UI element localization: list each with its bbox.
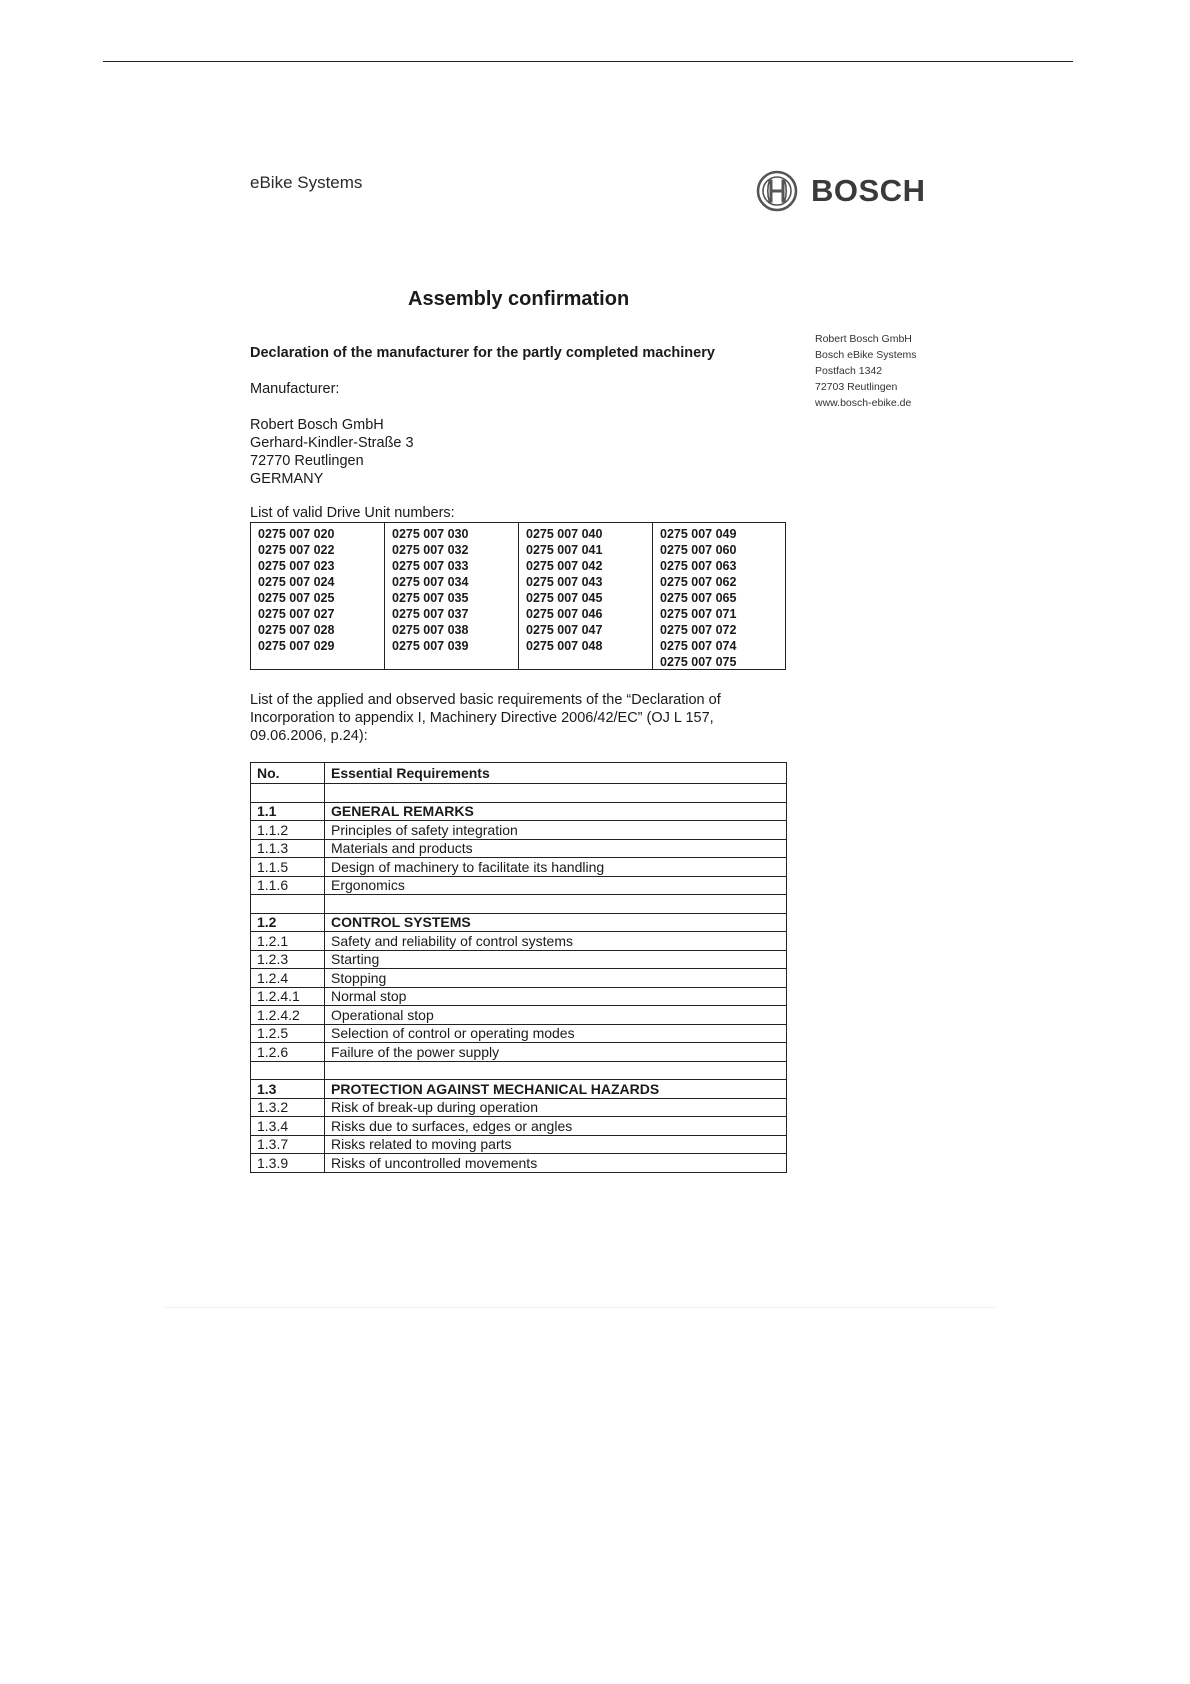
requirement-text: Stopping (325, 969, 787, 988)
sender-line: Robert Bosch GmbH (815, 333, 912, 345)
drive-unit-number: 0275 007 048 (526, 639, 603, 653)
address-line: Robert Bosch GmbH (250, 417, 384, 433)
table-row (251, 1154, 787, 1173)
table-row (251, 802, 787, 821)
table-header-row (251, 763, 787, 784)
requirement-number: 1.3.4 (251, 1117, 325, 1136)
table-row (251, 950, 787, 969)
drive-unit-number: 0275 007 020 (258, 527, 335, 541)
requirement-number (251, 784, 325, 803)
requirement-number: 1.3.9 (251, 1154, 325, 1173)
drive-unit-number: 0275 007 025 (258, 591, 335, 605)
table-row (251, 839, 787, 858)
requirement-number (251, 895, 325, 914)
requirement-text: Risks related to moving parts (325, 1135, 787, 1154)
table-row (251, 1098, 787, 1117)
requirement-text: Operational stop (325, 1006, 787, 1025)
table-row (251, 913, 787, 932)
table-row (251, 1135, 787, 1154)
drive-unit-number: 0275 007 046 (526, 607, 603, 621)
drive-units-table (250, 522, 786, 670)
scan-edge-line (165, 1307, 995, 1308)
requirement-text: Risks due to surfaces, edges or angles (325, 1117, 787, 1136)
table-row (251, 987, 787, 1006)
sender-line: Bosch eBike Systems (815, 349, 917, 361)
address-line: GERMANY (250, 471, 324, 487)
requirement-number: 1.2.4 (251, 969, 325, 988)
sender-line: Postfach 1342 (815, 365, 883, 377)
bosch-armature-icon (756, 170, 798, 212)
requirement-number: 1.2.4.1 (251, 987, 325, 1006)
sender-website: www.bosch-ebike.de (815, 397, 912, 409)
table-row (251, 1006, 787, 1025)
address-line: Gerhard-Kindler-Straße 3 (250, 435, 414, 451)
table-row (251, 1024, 787, 1043)
drive-unit-number: 0275 007 032 (392, 543, 469, 557)
table-row (251, 784, 787, 803)
drive-units-column (251, 523, 384, 669)
table-row (251, 1117, 787, 1136)
drive-unit-number: 0275 007 039 (392, 639, 469, 653)
requirement-text: Design of machinery to facilitate its handling (325, 858, 787, 877)
drive-unit-number: 0275 007 071 (660, 607, 737, 621)
requirement-number: 1.1.2 (251, 821, 325, 840)
requirement-text: Ergonomics (325, 876, 787, 895)
drive-unit-number: 0275 007 063 (660, 559, 737, 573)
requirement-number: 1.2.5 (251, 1024, 325, 1043)
drive-unit-number: 0275 007 027 (258, 607, 335, 621)
document-title: Assembly confirmation (408, 288, 630, 310)
page-top-rule (103, 61, 1073, 62)
requirement-text: Normal stop (325, 987, 787, 1006)
bosch-logo (756, 170, 925, 212)
requirement-text (325, 784, 787, 803)
manufacturer-label: Manufacturer: (250, 381, 340, 397)
drive-units-column (384, 523, 518, 669)
drive-unit-number: 0275 007 072 (660, 623, 737, 637)
requirement-number: 1.2.1 (251, 932, 325, 951)
drive-units-column (518, 523, 652, 669)
drive-unit-number: 0275 007 040 (526, 527, 603, 541)
drive-unit-number: 0275 007 024 (258, 575, 335, 589)
requirement-text: GENERAL REMARKS (325, 802, 787, 821)
requirement-text: Starting (325, 950, 787, 969)
drive-units-label: List of valid Drive Unit numbers: (250, 505, 455, 521)
drive-unit-number: 0275 007 033 (392, 559, 469, 573)
drive-unit-number: 0275 007 062 (660, 575, 737, 589)
requirement-number: 1.2.6 (251, 1043, 325, 1062)
requirement-text: CONTROL SYSTEMS (325, 913, 787, 932)
drive-unit-number: 0275 007 030 (392, 527, 469, 541)
division-name: eBike Systems (250, 173, 363, 192)
requirement-text (325, 895, 787, 914)
requirement-number: 1.1.6 (251, 876, 325, 895)
drive-unit-number: 0275 007 075 (660, 655, 737, 669)
requirement-number: 1.1.3 (251, 839, 325, 858)
requirement-text: Failure of the power supply (325, 1043, 787, 1062)
sender-line: 72703 Reutlingen (815, 381, 898, 393)
requirement-text: PROTECTION AGAINST MECHANICAL HAZARDS (325, 1080, 787, 1099)
requirement-number: 1.2.3 (251, 950, 325, 969)
address-line: 72770 Reutlingen (250, 453, 364, 469)
requirement-number: 1.3.2 (251, 1098, 325, 1117)
requirement-number (251, 1061, 325, 1080)
drive-unit-number: 0275 007 043 (526, 575, 603, 589)
drive-unit-number: 0275 007 042 (526, 559, 603, 573)
requirement-text: Materials and products (325, 839, 787, 858)
table-row (251, 821, 787, 840)
requirement-text: Risks of uncontrolled movements (325, 1154, 787, 1173)
requirement-number: 1.3 (251, 1080, 325, 1099)
column-header-no: No. (251, 763, 325, 784)
table-row (251, 858, 787, 877)
drive-unit-number: 0275 007 037 (392, 607, 469, 621)
column-header-requirements: Essential Requirements (325, 763, 787, 784)
table-row (251, 932, 787, 951)
drive-unit-number: 0275 007 034 (392, 575, 469, 589)
requirement-text (325, 1061, 787, 1080)
requirements-table (250, 762, 787, 1173)
requirement-text: Principles of safety integration (325, 821, 787, 840)
table-row (251, 876, 787, 895)
drive-unit-number: 0275 007 074 (660, 639, 737, 653)
drive-unit-number: 0275 007 060 (660, 543, 737, 557)
requirement-number: 1.2.4.2 (251, 1006, 325, 1025)
requirement-text: Safety and reliability of control systems (325, 932, 787, 951)
drive-unit-number: 0275 007 045 (526, 591, 603, 605)
drive-unit-number: 0275 007 028 (258, 623, 335, 637)
requirement-text: Risk of break-up during operation (325, 1098, 787, 1117)
declaration-heading: Declaration of the manufacturer for the partly completed machinery (250, 345, 715, 361)
table-row (251, 895, 787, 914)
manufacturer-address (250, 416, 414, 488)
requirement-number: 1.2 (251, 913, 325, 932)
requirement-number: 1.1 (251, 802, 325, 821)
drive-unit-number: 0275 007 041 (526, 543, 603, 557)
requirement-text: Selection of control or operating modes (325, 1024, 787, 1043)
sender-block (815, 331, 917, 411)
requirement-number: 1.1.5 (251, 858, 325, 877)
table-row (251, 1061, 787, 1080)
drive-unit-number: 0275 007 047 (526, 623, 603, 637)
drive-unit-number: 0275 007 022 (258, 543, 335, 557)
drive-units-column (652, 523, 785, 669)
table-row (251, 1080, 787, 1099)
applied-requirements-intro: List of the applied and observed basic requirements of the “Declaration of Incorporation to appendix I, Machinery Directive 2006/42/EC” (OJ L 157, 09.06.2006, p.24): (250, 692, 721, 744)
table-row (251, 969, 787, 988)
drive-unit-number: 0275 007 023 (258, 559, 335, 573)
drive-unit-number: 0275 007 065 (660, 591, 737, 605)
drive-unit-number: 0275 007 029 (258, 639, 335, 653)
table-row (251, 1043, 787, 1062)
brand-wordmark: BOSCH (811, 173, 926, 208)
drive-unit-number: 0275 007 035 (392, 591, 469, 605)
drive-unit-number: 0275 007 049 (660, 527, 737, 541)
requirement-number: 1.3.7 (251, 1135, 325, 1154)
drive-unit-number: 0275 007 038 (392, 623, 469, 637)
